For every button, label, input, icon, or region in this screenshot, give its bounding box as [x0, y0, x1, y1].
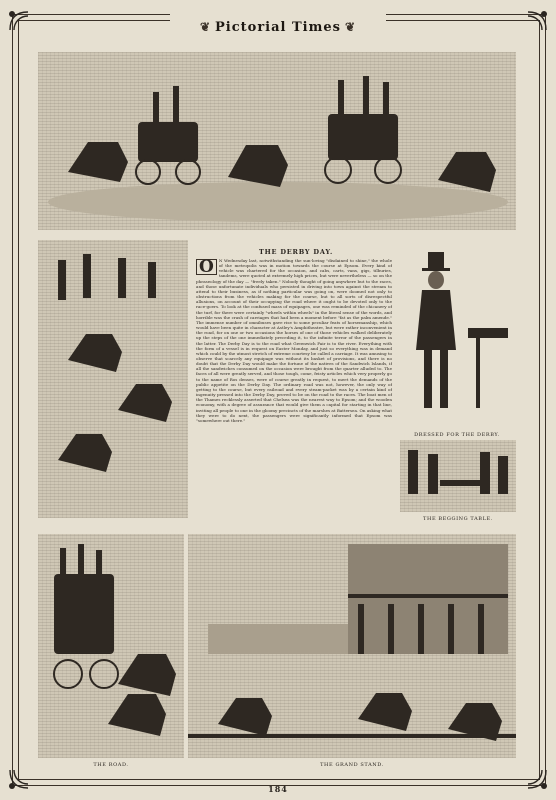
engraving-grand-stand	[188, 534, 516, 758]
page-number: 184	[268, 784, 288, 794]
article-body	[196, 258, 392, 522]
article-title: THE DERBY DAY.	[258, 248, 334, 256]
engraving-crowd	[38, 240, 188, 518]
masthead-ornament-right: ❦	[344, 20, 357, 34]
engraving-gentleman	[398, 250, 516, 426]
engraving-betting-table	[400, 440, 516, 512]
article-text: N Wednesday last, notwithstanding the sun-loving "disdained to shine," the whole of the metropolis was in motion towards the course at Epsom. Every kind of vehicle was chartered for the occasion, and cabs, carts, vans, gigs, tilburies, tandems, were quoted at extremely high prices, but were nevertheless — so on the phraseology of the day — "freely taken." Nobody thought of going anywhere but to the races, and those unfortunate individuals who persisted in driving into town against the stream to attend to their business, as if nothing particular was going on, were doomed not only to obstructions from the vehicles making for the course, but to all sorts of disrespectful allusions, on account of their occupying the road where it ought to be devoted only to the race-goers. To look at the confused mass of equipages, one was reminded of the chicanery of the turf, for there were certainly "wheels within wheels" in the literal sense of the words, and horrible was the crash of carriages that had been a moment before "fat as the palm amende." The immense number of omnibuses gave rise to some peculiar feats of horsemanship, which would have been quite in character at Astley's Amphitheatre, but were rather inconvenient in the road, for on one or two occasions the horses of one of those vehicles walked deliberately up the steps of the one immediately preceding it, to the infinite terror of the passengers in the latter. The Derby Day is to the road what Greenwich Fair is to the river. Everything with the form of a vessel is in request on Easter Monday, and just so everything was in demand which could by the utmost stretch of extreme courtesy be called a carriage. It was amusing to observe that scarcely any equipage was without its basket of provisions, and there is no doubt that the Derby Day would make the fortune of the natives of the Sandwich Islands, if all the sandwiches consumed on the occasion were brought from the quarter alluded to. The faces of all were greatly served, and those tough, come, feisty articles which very properly go to the name of Ros denses, were of course greatly in request, to meet the demands of the public appetite on the Derby Day. The ordinary road was not, however, the only way of getting to the course, but every railroad and every steam-packet was by a certain kind of ingenuity pressed into the Derby Day, proved to be on the road to the races. The boat men of the Thames recklessly asserted that Chelsea was the nearest way to Epsom; and the wooden economy, with a degree of assurance that would give them a capital for starting in that line, inviting all people to one in the gloomy precincts of the marshes at Battersea. On asking what they were to do next, the passengers were significantly informed that Epsom was "somewhere out there."	[196, 258, 392, 423]
masthead-title: Pictorial Times	[215, 19, 341, 35]
article-dropcap: O	[196, 259, 217, 275]
caption-road: THE ROAD.	[93, 762, 129, 768]
caption-dressed: DRESSED FOR THE DERBY.	[414, 432, 500, 438]
engraving-carriages	[38, 52, 516, 230]
corner-ornament-top-right	[524, 8, 550, 34]
masthead-ornament-left: ❦	[199, 20, 212, 34]
masthead	[170, 14, 386, 40]
caption-betting: THE BEGGING TABLE.	[423, 516, 493, 522]
engraving-road	[38, 534, 184, 758]
caption-grand-stand: THE GRAND STAND.	[320, 762, 384, 768]
corner-ornament-top-left	[6, 8, 32, 34]
